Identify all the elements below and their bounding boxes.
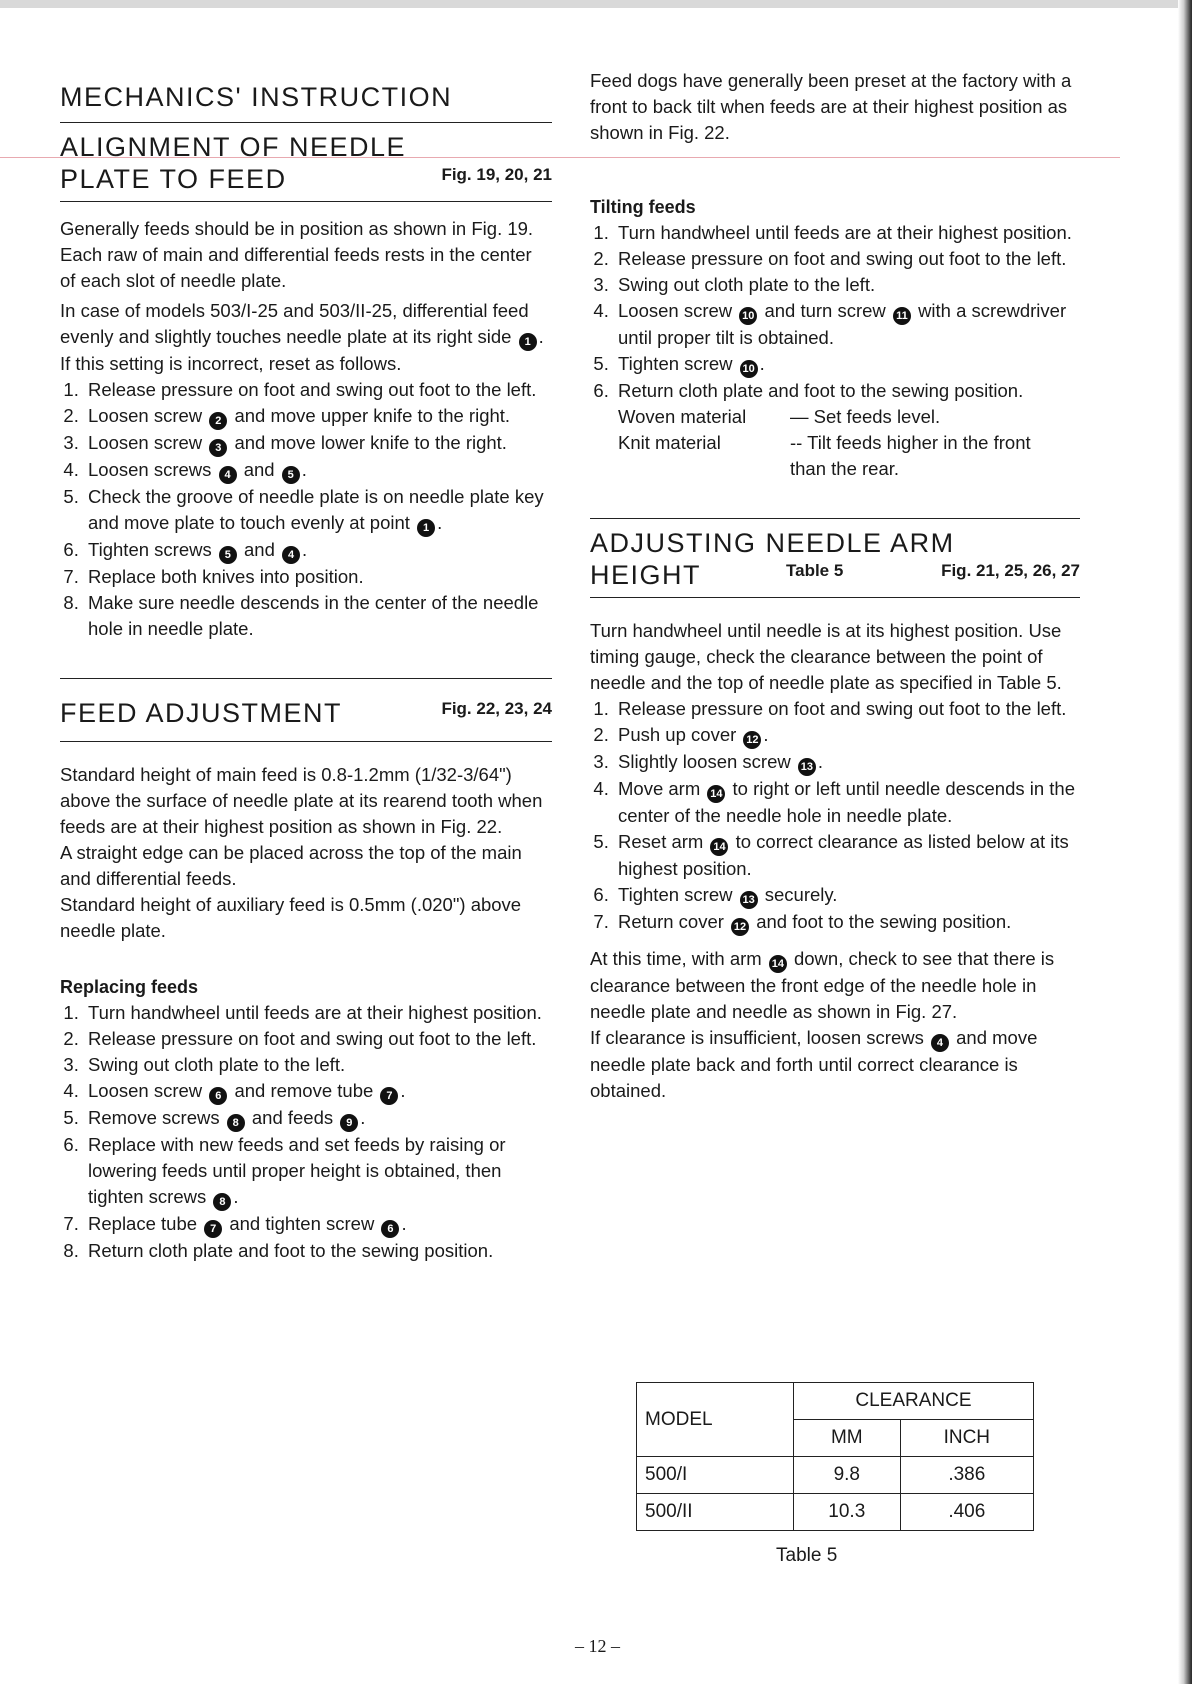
table-cell-inch: .406 <box>900 1494 1033 1531</box>
list-item: 4. Loosen screws 4 and 5 . <box>84 457 552 484</box>
marker-3: 3 <box>209 439 227 457</box>
divider <box>60 201 552 202</box>
list-item: 7. Replace both knives into position. <box>84 564 552 590</box>
marker-5: 5 <box>219 546 237 564</box>
table-cell-mm: 10.3 <box>793 1494 900 1531</box>
steps-list <box>590 220 1080 404</box>
section-title-line2: HEIGHT <box>590 560 702 590</box>
table-cell-mm: 9.8 <box>793 1457 900 1494</box>
marker-14: 14 <box>769 955 787 973</box>
list-item: 5. Remove screws 8 and feeds 9 . <box>84 1105 552 1132</box>
list-item: 1. Release pressure on foot and swing out foot to the left. <box>614 696 1080 722</box>
page-number: – 12 – <box>575 1636 620 1656</box>
list-item: 1. Turn handwheel until feeds are at their highest position. <box>84 1000 552 1026</box>
material-row <box>590 404 1080 430</box>
list-item: 4. Move arm 14 to right or left until needle descends in the center of the needle hole in needle plate. <box>614 776 1080 829</box>
material-setting: — Set feeds level. <box>790 406 941 427</box>
marker-1: 1 <box>519 333 537 351</box>
text: . If this setting is incorrect, reset as follows. <box>60 326 544 374</box>
paragraph: Standard height of main feed is 0.8-1.2mm (1/32-3/64") above the surface of needle plate at its rearend tooth when feeds are at their highest position as shown in Fig. 22. <box>60 764 543 837</box>
marker-14: 14 <box>707 785 725 803</box>
marker-6: 6 <box>209 1087 227 1105</box>
list-item: 6. Replace with new feeds and set feeds by raising or lowering feeds until proper height is obtained, then tighten screws 8 . <box>84 1132 552 1211</box>
paragraph: A straight edge can be placed across the top of the main and differential feeds. <box>60 842 522 889</box>
list-item: 2. Release pressure on foot and swing out foot to the left. <box>84 1026 552 1052</box>
marker-4: 4 <box>282 546 300 564</box>
list-item: 2. Push up cover 12 . <box>614 722 1080 749</box>
list-item: 8. Return cloth plate and foot to the sewing position. <box>84 1238 552 1264</box>
right-column <box>590 68 1080 1104</box>
figure-reference: Fig. 22, 23, 24 <box>441 699 552 718</box>
marker-12: 12 <box>731 918 749 936</box>
table-header-model: MODEL <box>637 1383 794 1457</box>
list-item: 8. Make sure needle descends in the center of the needle hole in needle plate. <box>84 590 552 642</box>
table-cell-model: 500/II <box>637 1494 794 1531</box>
list-item: 6. Tighten screw 13 securely. <box>614 882 1080 909</box>
table-header-inch: INCH <box>900 1420 1033 1457</box>
list-item: 1. Turn handwheel until feeds are at their highest position. <box>614 220 1080 246</box>
section-title-line1: ADJUSTING NEEDLE ARM <box>590 528 955 558</box>
section-needle-arm-heading <box>590 519 1080 597</box>
marker-4: 4 <box>219 466 237 484</box>
table-reference: Table 5 <box>786 561 844 580</box>
list-item: 6. Return cloth plate and foot to the sewing position. <box>614 378 1080 404</box>
table-cell-inch: .386 <box>900 1457 1033 1494</box>
table-row <box>637 1457 1034 1494</box>
clearance-table <box>636 1382 1034 1531</box>
scan-edge-right <box>1178 0 1192 1684</box>
section-title: FEED ADJUSTMENT <box>60 698 343 728</box>
marker-11: 11 <box>893 307 911 325</box>
list-item: 4. Loosen screw 10 and turn screw 11 with a screwdriver until proper tilt is obtained. <box>614 298 1080 351</box>
steps-list <box>590 696 1080 936</box>
figure-reference: Fig. 21, 25, 26, 27 <box>941 561 1080 580</box>
divider <box>60 741 552 742</box>
steps-list <box>60 1000 552 1264</box>
list-item: 4. Loosen screw 6 and remove tube 7 . <box>84 1078 552 1105</box>
marker-7: 7 <box>204 1220 222 1238</box>
table-caption: Table 5 <box>776 1545 838 1566</box>
marker-8: 8 <box>227 1114 245 1132</box>
list-item: 3. Loosen screw 3 and move lower knife to the right. <box>84 430 552 457</box>
marker-13: 13 <box>798 758 816 776</box>
marker-14: 14 <box>710 838 728 856</box>
list-item: 7. Replace tube 7 and tighten screw 6 . <box>84 1211 552 1238</box>
list-item: 2. Release pressure on foot and swing out foot to the left. <box>614 246 1080 272</box>
page-title: MECHANICS' INSTRUCTION <box>60 82 453 112</box>
table-header-clearance: CLEARANCE <box>793 1383 1033 1420</box>
marker-1: 1 <box>417 519 435 537</box>
steps-list <box>60 377 552 642</box>
paragraph: Turn handwheel until needle is at its highest position. Use timing gauge, check the clearance between the point of needle and the top of needle plate as specified in Table 5. <box>590 620 1062 693</box>
marker-4: 4 <box>931 1034 949 1052</box>
scan-edge-top <box>0 0 1192 8</box>
list-item: 7. Return cover 12 and foot to the sewing position. <box>614 909 1080 936</box>
list-item: 2. Loosen screw 2 and move upper knife to the right. <box>84 403 552 430</box>
section-alignment-heading <box>60 123 552 201</box>
list-item: 3. Swing out cloth plate to the left. <box>84 1052 552 1078</box>
subheading: Replacing feeds <box>60 977 199 997</box>
material-label: Woven material <box>618 406 747 427</box>
material-row <box>590 430 1080 482</box>
marker-7: 7 <box>380 1087 398 1105</box>
marker-9: 9 <box>340 1114 358 1132</box>
marker-5: 5 <box>282 466 300 484</box>
left-column <box>60 70 552 1264</box>
paragraph <box>60 298 552 377</box>
list-item: 5. Check the groove of needle plate is on needle plate key and move plate to touch evenly at point 1 . <box>84 484 552 537</box>
list-item: 5. Tighten screw 10 . <box>614 351 1080 378</box>
material-setting: -- Tilt feeds higher in the front than the rear. <box>790 432 1031 479</box>
marker-13: 13 <box>740 891 758 909</box>
table-cell-model: 500/I <box>637 1457 794 1494</box>
section-title-line1: ALIGNMENT OF NEEDLE <box>60 132 407 162</box>
paragraph: Feed dogs have generally been preset at the factory with a front to back tilt when feeds are at their highest position as shown in Fig. 22. <box>590 70 1072 143</box>
section-feed-heading <box>60 679 552 741</box>
marker-10: 10 <box>739 307 757 325</box>
subheading: Tilting feeds <box>590 197 696 217</box>
table-header-mm: MM <box>793 1420 900 1457</box>
paragraph: If clearance is insufficient, loosen screws 4 and move needle plate back and forth until correct clearance is obtained. <box>590 1027 1038 1101</box>
marker-6: 6 <box>381 1220 399 1238</box>
list-item: 3. Slightly loosen screw 13 . <box>614 749 1080 776</box>
list-item: 5. Reset arm 14 to correct clearance as listed below at its highest position. <box>614 829 1080 882</box>
list-item: 1. Release pressure on foot and swing out foot to the left. <box>84 377 552 403</box>
section-title-line2: PLATE TO FEED <box>60 164 287 194</box>
figure-reference: Fig. 19, 20, 21 <box>441 165 552 184</box>
divider <box>590 597 1080 598</box>
marker-10: 10 <box>740 360 758 378</box>
paragraph: At this time, with arm 14 down, check to see that there is clearance between the front edge of the needle hole in needle plate and needle as shown in Fig. 27. <box>590 948 1055 1022</box>
list-item: 3. Swing out cloth plate to the left. <box>614 272 1080 298</box>
marker-12: 12 <box>743 731 761 749</box>
text: In case of models 503/I-25 and 503/II-25, differential feed evenly and slightly touches needle plate at its right side <box>60 300 529 347</box>
material-label: Knit material <box>618 432 721 453</box>
table-row <box>637 1494 1034 1531</box>
marker-8: 8 <box>213 1193 231 1211</box>
marker-2: 2 <box>209 412 227 430</box>
paragraph: Generally feeds should be in position as shown in Fig. 19. Each raw of main and differential feeds rests in the center of each slot of needle plate. <box>60 218 534 291</box>
list-item: 6. Tighten screws 5 and 4 . <box>84 537 552 564</box>
paragraph: Standard height of auxiliary feed is 0.5mm (.020") above needle plate. <box>60 894 522 941</box>
